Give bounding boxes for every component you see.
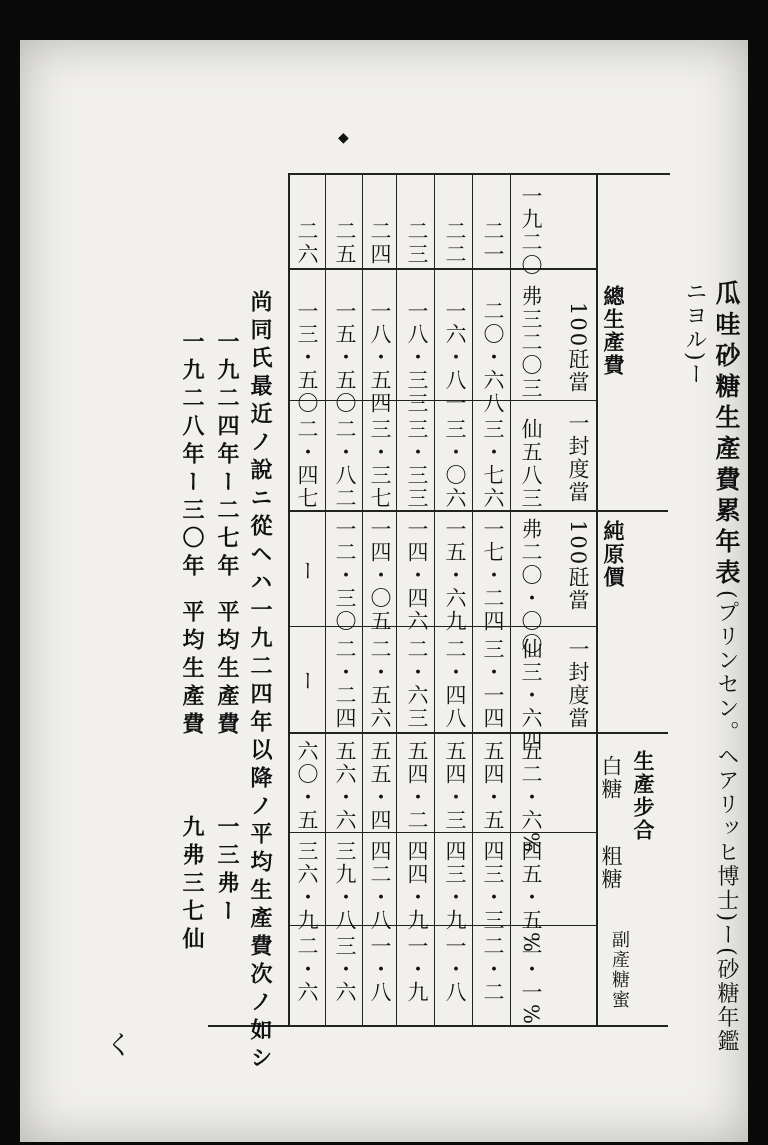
col-rule-5 [288,832,598,833]
header-white: 白糖 [599,755,623,801]
year-25: 二五 [333,220,357,266]
cell-total-100: 弗三二〇三 [519,285,543,400]
cell-white: 五四・三 [443,740,467,832]
cell-raw: 四三・三 [481,840,505,932]
row-sep-4 [396,173,397,1025]
header-total-lb: 一封度當 [566,412,590,504]
note-value-1: 一三弗ー [214,815,240,927]
title-subtitle: (プリンセン。ヘアリッヒ博士) [714,590,739,924]
note-label-1: 平均生產費 [214,600,240,740]
table-left-rule [288,173,290,1025]
cell-net-lb: 二・六三 [405,638,429,730]
cell-raw: 四五・五% [519,840,543,954]
cell-by: 一・八 [368,935,392,1004]
cell-total-lb: 三・三七 [368,418,392,510]
cell-white: 五二・六% [519,740,543,854]
cell-by: 一・九 [405,935,429,1004]
year-22: 二二 [443,220,467,266]
row-sep-6 [325,173,326,1025]
table-bottom-rule [208,1025,668,1027]
year-21: 二一 [481,220,505,266]
title-source: ー(砂糖年鑑ニヨル)ー [682,280,739,1054]
header-total-cost: 總生產費 [601,285,626,377]
note-period-2: 一九二八年ー三〇年 [179,330,205,582]
cell-white: 五四・二 [405,740,429,832]
margin-mark: く [106,1031,133,1061]
cell-total-100: 二〇・六八 [481,300,505,415]
cell-raw: 四三・九 [443,840,467,932]
header-total-100: 100瓩當 [566,302,590,395]
document-page [20,40,748,1142]
document-title [682,280,742,1070]
cell-raw: 三九・八 [333,840,357,932]
note-label-2: 平均生產費 [179,600,205,740]
year-23: 二三 [405,220,429,266]
header-raw: 粗糖 [599,845,623,891]
cell-net-lb: 三・一四 [481,638,505,730]
cell-total-lb: 三・三三 [405,418,429,510]
cell-net-100: 一二・三〇 [333,518,357,633]
cell-by: 二・六 [295,935,319,1004]
header-yield: 生產步合 [631,750,656,842]
year-row-rule [288,268,598,270]
cell-net-lb: ー [295,670,319,693]
cell-raw: 三六・九 [295,840,319,932]
cell-net-100: 一五・六九 [443,518,467,633]
cell-by: 三・六 [333,935,357,1004]
cell-net-lb: 仙三・六四 [519,638,543,753]
header-column-rule [596,173,598,1025]
cell-net-lb: 二・二四 [333,638,357,730]
cell-raw: 四二・八 [368,840,392,932]
cell-by: 二・二 [481,935,505,1004]
year-1920: 一九二〇 [519,185,543,277]
header-by: 副產糖蜜 [609,930,630,1010]
cell-total-lb: 二・八二 [333,418,357,510]
cell-net-100: ー [295,560,319,583]
header-net-cost: 純原價 [601,520,626,589]
cell-net-100: 弗二〇・〇〇 [519,518,543,656]
cell-total-100: 一三・五〇 [295,300,319,415]
col-rule-2 [288,510,668,512]
cell-white: 六〇・五 [295,740,319,832]
cell-total-100: 一八・五四 [368,300,392,415]
note-value-2: 九弗三七仙 [179,815,205,955]
year-26: 二六 [295,220,319,266]
cell-by: 一・八 [443,935,467,1004]
cell-net-100: 一七・二四 [481,518,505,633]
cell-total-lb: 三・七六 [481,418,505,510]
cell-total-lb: 三・〇六 [443,418,467,510]
cell-total-lb: 仙五八三 [519,418,543,510]
cell-net-100: 一四・四六 [405,518,429,633]
cell-total-100: 一六・八一 [443,300,467,415]
row-sep-1 [510,173,511,1025]
cell-total-100: 一五・五〇 [333,300,357,415]
cell-raw: 四四・九 [405,840,429,932]
punch-dot-mark: ◆ [338,130,349,146]
row-sep-5 [362,173,363,1025]
note-period-1: 一九二四年ー二七年 [214,330,240,582]
note-intro: 尚同氏最近ノ說ニ從ヘハ一九二四年以降ノ平均生產費次ノ如シ [247,290,273,1074]
cell-net-lb: 二・四八 [443,638,467,730]
row-sep-2 [472,173,473,1025]
cell-by: 二・一% [519,935,543,1026]
cell-total-100: 一八・三三 [405,300,429,415]
header-net-lb: 一封度當 [566,638,590,730]
col-rule-4 [288,732,668,734]
cell-total-lb: 二・四七 [295,418,319,510]
cell-white: 五四・五 [481,740,505,832]
cell-white: 五五・四 [368,740,392,832]
row-sep-3 [434,173,435,1025]
cell-white: 五六・六 [333,740,357,832]
cell-net-100: 一四・〇五 [368,518,392,633]
title-main: 瓜哇砂糖生產費累年表 [712,280,741,590]
table-top-rule [288,173,670,175]
cell-net-lb: 二・五六 [368,638,392,730]
year-24: 二四 [368,220,392,266]
header-net-100: 100瓩當 [566,520,590,613]
